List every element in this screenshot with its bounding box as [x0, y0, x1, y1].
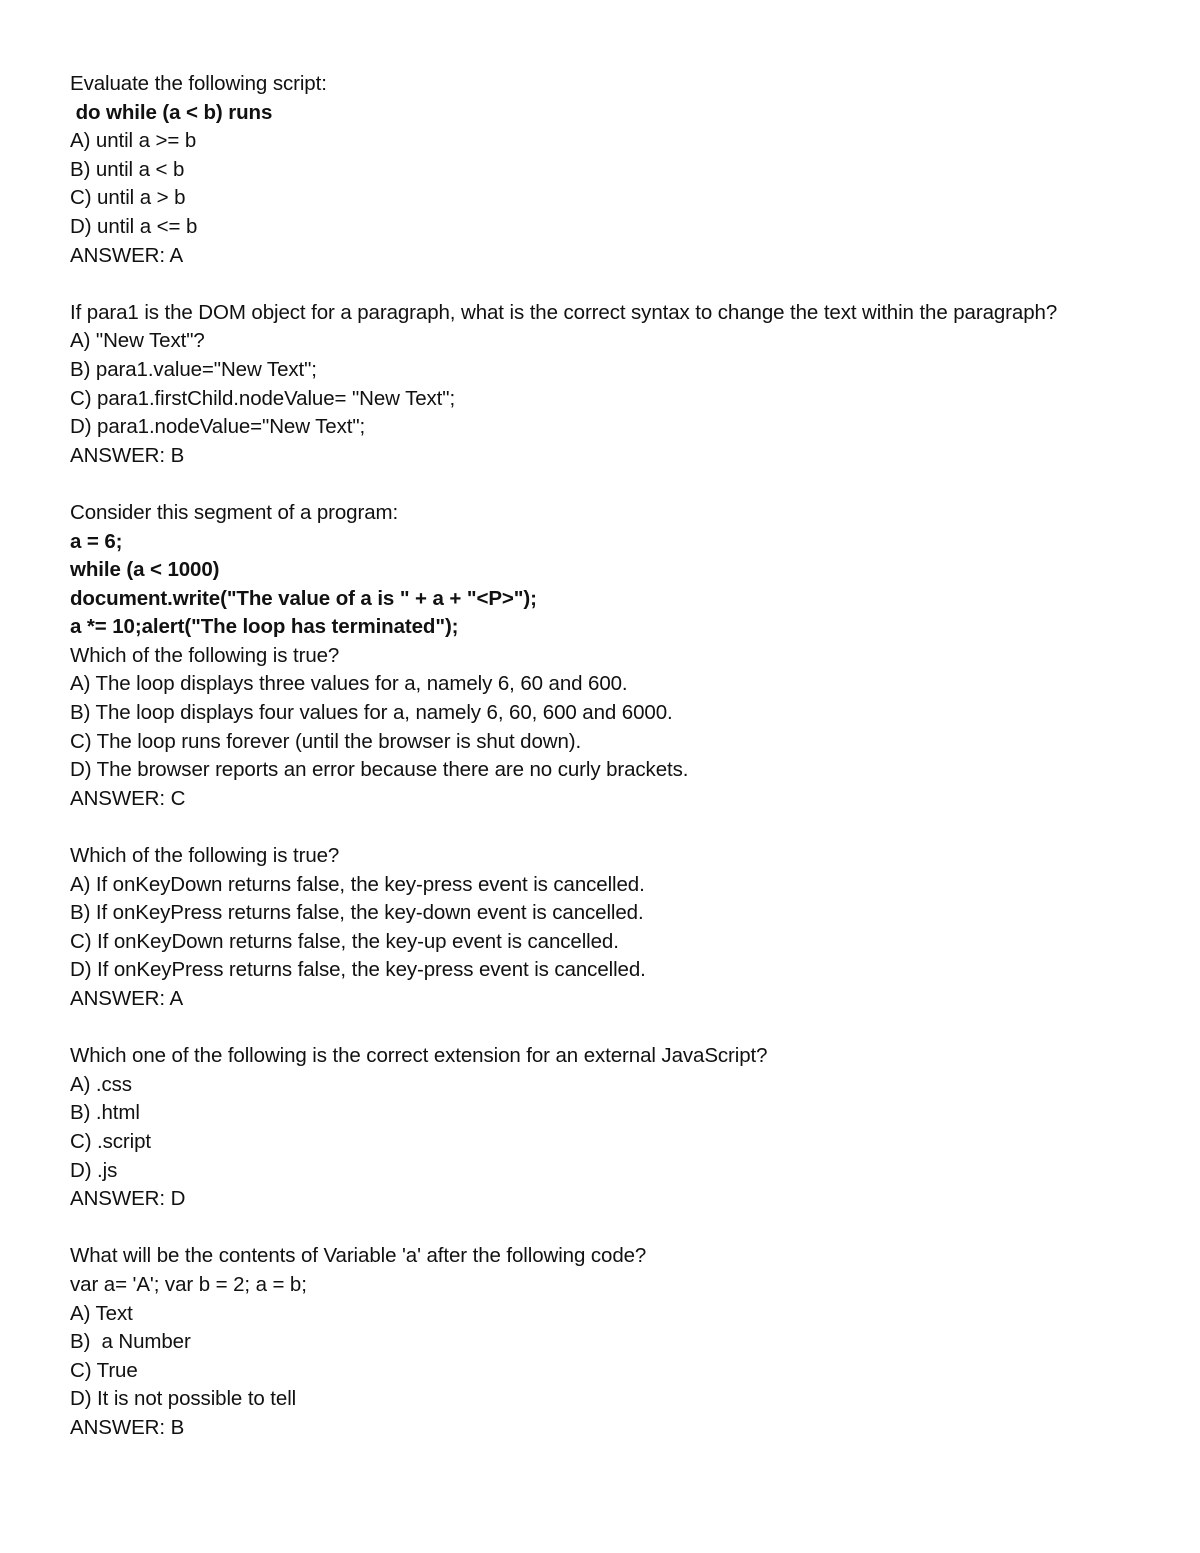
question-text-line: What will be the contents of Variable 'a' after the following code?	[70, 1244, 647, 1268]
question-block	[70, 1042, 1170, 1214]
question-block	[70, 499, 1170, 814]
option-line: D) para1.nodeValue="New Text";	[70, 415, 366, 439]
option-line: A) Text	[70, 1301, 133, 1325]
question-text-line: Evaluate the following script:	[70, 72, 327, 95]
option-line: C) The loop runs forever (until the browser is shut down).	[70, 729, 582, 753]
option-line: A) .css	[70, 1072, 132, 1096]
option-line: D) .js	[70, 1158, 118, 1182]
answer-line: ANSWER: C	[70, 786, 186, 810]
question-text-line: Which one of the following is the correct extension for an external JavaScript?	[70, 1044, 768, 1068]
option-line: B) para1.value="New Text";	[70, 357, 317, 381]
question-text-line: Consider this segment of a program:	[70, 500, 399, 524]
option-line: A) The loop displays three values for a, namely 6, 60 and 600.	[70, 672, 628, 696]
answer-line: ANSWER: A	[70, 987, 184, 1010]
option-line: D) It is not possible to tell	[70, 1387, 297, 1411]
question-text-line: Which of the following is true?	[70, 844, 340, 868]
question-block	[70, 70, 1170, 270]
document-page	[70, 70, 1170, 1471]
option-line: B) a Number	[70, 1330, 191, 1354]
option-line: D) If onKeyPress returns false, the key-press event is cancelled.	[70, 958, 646, 982]
code-line: do while (a < b) runs	[70, 100, 273, 124]
option-line: B) .html	[70, 1101, 140, 1125]
option-line: B) If onKeyPress returns false, the key-down event is cancelled.	[70, 901, 644, 925]
option-line: A) If onKeyDown returns false, the key-press event is cancelled.	[70, 872, 645, 896]
option-line: C) until a > b	[70, 186, 186, 210]
question-block	[70, 842, 1170, 1014]
option-line: C) para1.firstChild.nodeValue= "New Text";	[70, 386, 456, 410]
question-text-line: Which of the following is true?	[70, 643, 340, 667]
code-line: document.write("The value of a is " + a + "<P>");	[70, 586, 537, 610]
option-line: A) "New Text"?	[70, 329, 205, 353]
option-line: C) If onKeyDown returns false, the key-up event is cancelled.	[70, 929, 619, 953]
question-block	[70, 299, 1170, 471]
option-line: B) The loop displays four values for a, namely 6, 60, 600 and 6000.	[70, 701, 673, 725]
option-line: C) .script	[70, 1129, 152, 1153]
option-line: D) The browser reports an error because there are no curly brackets.	[70, 758, 689, 782]
answer-line: ANSWER: A	[70, 243, 184, 267]
code-line: a = 6;	[70, 529, 123, 553]
question-text-line: var a= 'A'; var b = 2; a = b;	[70, 1272, 307, 1296]
answer-line: ANSWER: D	[70, 1187, 186, 1211]
option-line: C) True	[70, 1358, 138, 1382]
answer-line: ANSWER: B	[70, 1415, 185, 1439]
answer-line: ANSWER: B	[70, 443, 185, 467]
question-block	[70, 1242, 1170, 1442]
code-line: a *= 10;alert("The loop has terminated");	[70, 615, 459, 639]
question-text-line: If para1 is the DOM object for a paragraph, what is the correct syntax to change the text within the paragraph?	[70, 300, 1058, 324]
option-line: B) until a < b	[70, 157, 185, 181]
option-line: A) until a >= b	[70, 129, 197, 153]
code-line: while (a < 1000)	[70, 558, 220, 582]
option-line: D) until a <= b	[70, 214, 198, 238]
